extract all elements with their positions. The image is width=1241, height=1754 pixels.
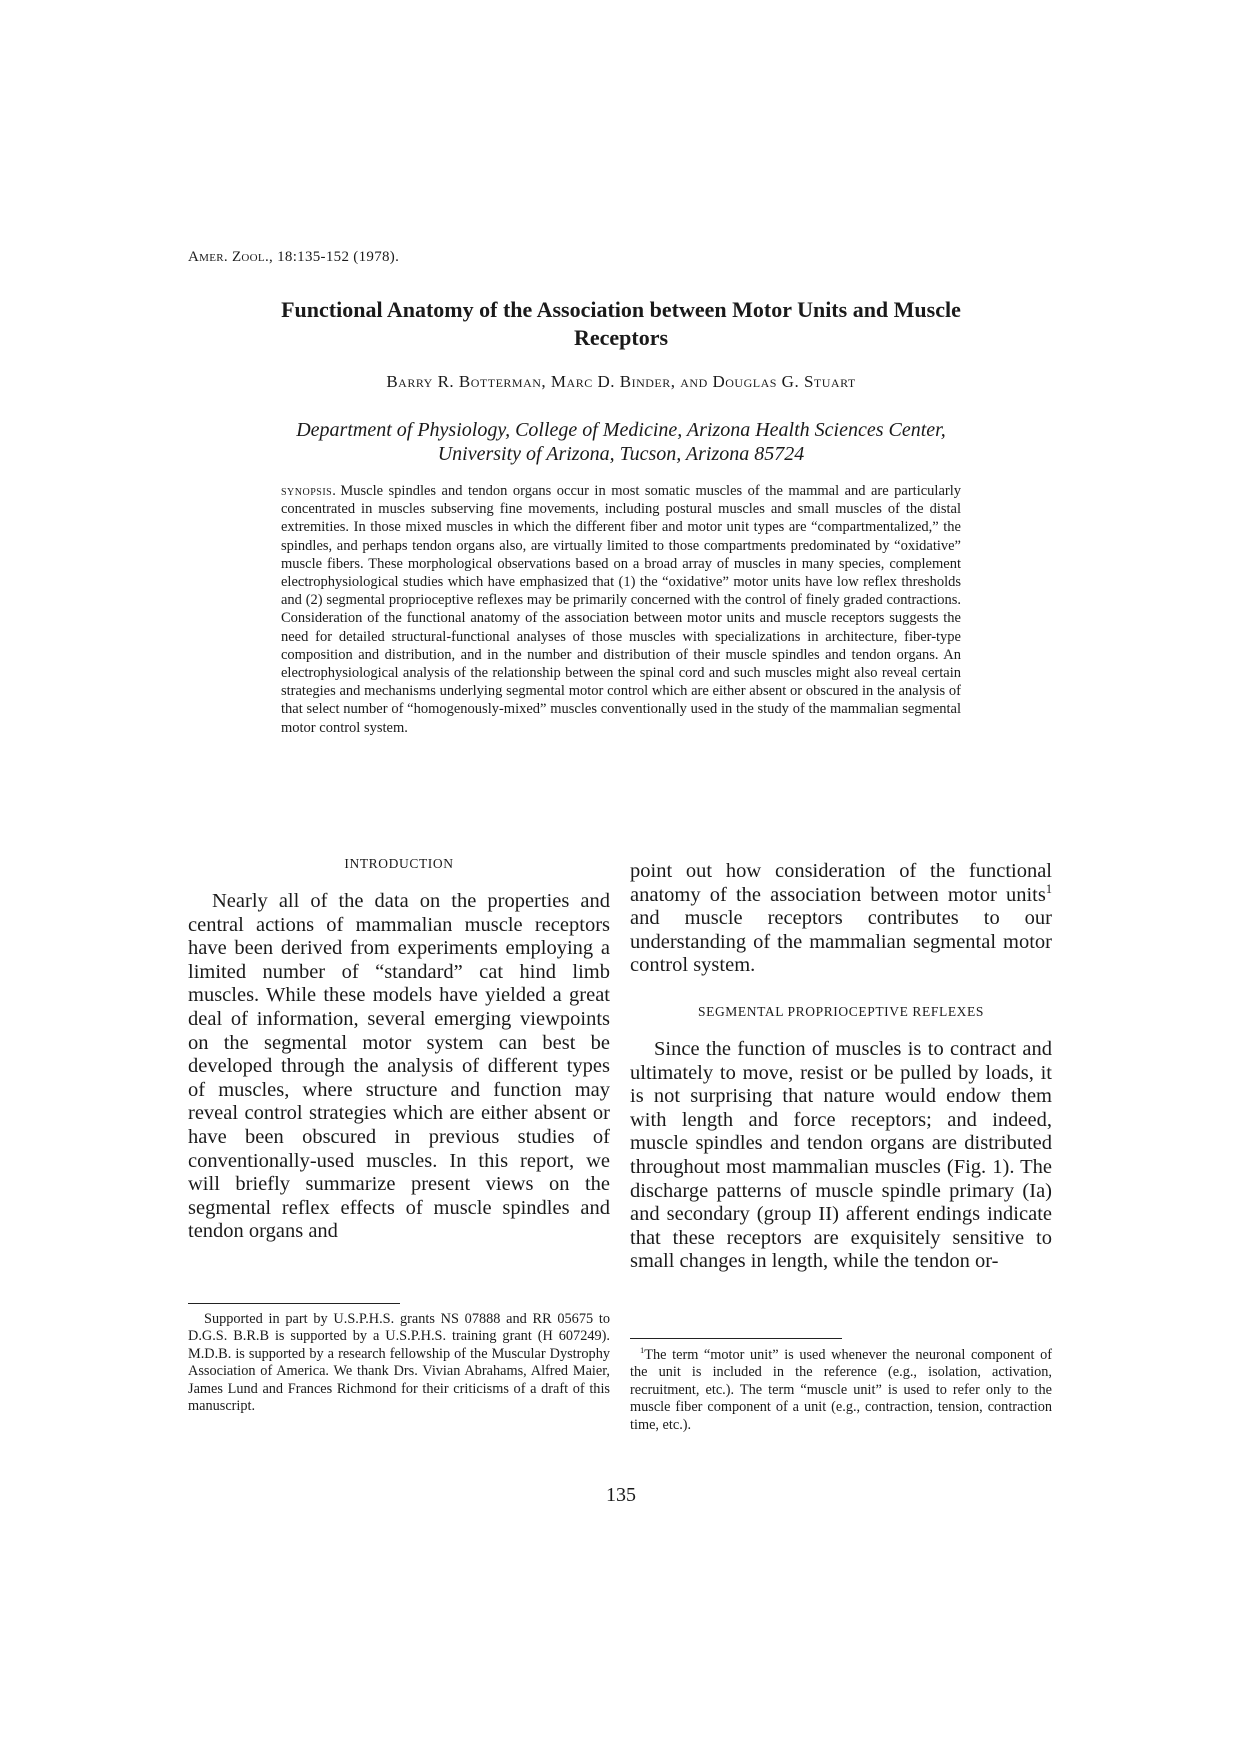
footnote-rule-right (630, 1338, 842, 1339)
segmental-reflexes-heading: SEGMENTAL PROPRIOCEPTIVE REFLEXES (698, 1004, 984, 1019)
page-number: 135 (606, 1484, 636, 1506)
footnote-marker-1: 1 (1045, 881, 1052, 896)
author-list: Barry R. Botterman, Marc D. Binder, and Douglas G. Stuart (386, 372, 856, 391)
footnote-rule-left (188, 1303, 400, 1304)
footnote-1 (630, 1347, 1052, 1434)
synopsis-text: Muscle spindles and tendon organs occur in most somatic muscles of the mammal and are particularly concentrated in muscles subserving fine movements, including postural muscles and small muscles of the distal extremities. In those mixed muscles in which the different fiber and motor unit types are “compartmentalized,” the spindles, and perhaps tendon organs also, are virtually limited to those compartments predominated by “oxidative” muscle fibers. These morphological observations based on a broad array of muscles in many species, complement electrophysiological studies which have emphasized that (1) the “oxidative” motor units have low reflex thresholds and (2) segmental proprioceptive reflexes may be primarily concerned with the control of finely graded contractions. Consideration of the functional anatomy of the association between motor units and muscle receptors suggests the need for detailed structural-functional analyses of those muscles with specializations in architecture, fiber-type composition and distribution, and in the number and distribution of their muscle spindles and tendon organs. An electrophysiological analysis of the relationship between the spinal cord and such muscles might also reveal certain strategies and mechanisms underlying segmental motor control which are either absent or obscured in the analysis of that select number of “homogenously-mixed” muscles conventionally used in the study of the mammalian segmental motor control system. (281, 483, 961, 736)
support-footnote (188, 1311, 610, 1415)
synopsis-label: synopsis. (281, 483, 337, 499)
affiliation-line-2: University of Arizona, Tucson, Arizona 85724 (437, 443, 805, 465)
journal-reference: Amer. Zool., 18:135-152 (1978). (188, 249, 400, 265)
continuation-text-b: and muscle receptors contributes to our understanding of the mammalian segmental motor control system. (630, 907, 1052, 977)
introduction-column (188, 890, 610, 1244)
synopsis-block (281, 482, 961, 737)
article-title: Functional Anatomy of the Association between Motor Units and Muscle Receptors (281, 297, 961, 350)
introduction-continuation (630, 860, 1052, 978)
continuation-text-a: point out how consideration of the functional anatomy of the association between motor units (630, 860, 1052, 906)
segmental-paragraph: Since the function of muscles is to contract and ultimately to move, resist or be pulled by loads, it is not surprising that nature would endow them with length and force receptors; and indeed, muscle spindles and tendon organs are distributed throughout most mammalian muscles (Fig. 1). The discharge patterns of muscle spindle primary (Ia) and secondary (group II) afferent endings indicate that these receptors are exquisitely sensitive to small changes in length, while the tendon or- (630, 1038, 1052, 1273)
affiliation-line-1: Department of Physiology, College of Medicine, Arizona Health Sciences Center, (296, 419, 946, 441)
footnote-1-marker: 1 (640, 1345, 645, 1356)
support-footnote-text: Supported in part by U.S.P.H.S. grants NS 07888 and RR 05675 to D.G.S. B.R.B is supported by a U.S.P.H.S. training grant (H 607249). M.D.B. is supported by a research fellowship of the Muscular Dystrophy Association of America. We thank Drs. Vivian Abrahams, Alfred Maier, James Lund and Frances Richmond for their criticisms of a draft of this manuscript. (188, 1311, 610, 1415)
introduction-paragraph: Nearly all of the data on the properties and central actions of mammalian muscle receptors have been derived from experiments employing a limited number of “standard” cat hind limb muscles. While these models have yielded a great deal of information, several emerging viewpoints on the segmental motor system can best be developed through the analysis of different types of muscles, where structure and function may reveal control strategies which are either absent or have been obscured in previous studies of conventionally-used muscles. In this report, we will briefly summarize present views on the segmental reflex effects of muscle spindles and tendon organs and (188, 890, 610, 1243)
segmental-column (630, 1038, 1052, 1274)
affiliation (240, 418, 1002, 466)
footnote-1-text: The term “motor unit” is used whenever the neuronal component of the unit is included in the reference (e.g., isolation, activation, recruitment, etc.). The term “muscle unit” is used to refer only to the muscle fiber component of a unit (e.g., contraction, tension, contraction time, etc.). (630, 1347, 1052, 1433)
introduction-heading: INTRODUCTION (344, 856, 454, 871)
